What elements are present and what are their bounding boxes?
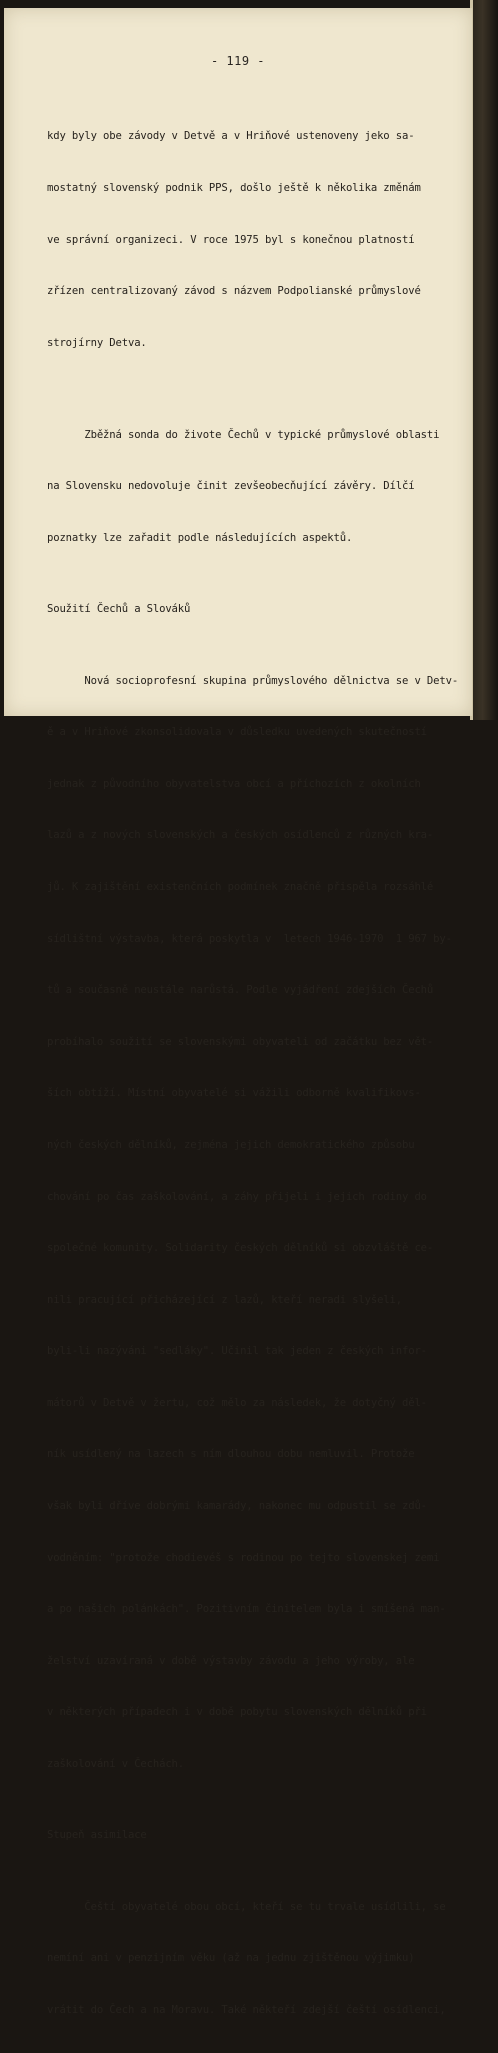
book-edge (472, 0, 498, 720)
page-number: - 119 - (210, 54, 266, 68)
text-line: byli-li nazýváni "sedláky". Učinil tak jeden z českých infor- (47, 1345, 427, 1358)
text-line: kdy byly obe závody v Detvě a v Hriňové ustenoveny jeko sa- (47, 130, 415, 143)
text-line: Čeští obyvatelé obou obcí, kteří se tu trvale usídlili, se (47, 1900, 446, 1913)
text-line: probíhalo soužití se slovenskými obyvateli od začátku bez vět- (47, 1035, 434, 1048)
text-line: poznatky lze zařadit podle následujících aspektů. (47, 531, 353, 544)
text-line: nemíní ani v penzijním věku (až na jednu zjištěnou výjimku) (47, 1952, 415, 1965)
text-line: želství uzavíraná v době výstavby závodu a jeho výroby, ale (47, 1654, 415, 1667)
text-line: však byli dříve dobrými kamarády, nakonec mu odpustil se zdů- (47, 1500, 427, 1513)
section-heading-asimilace: Stupeň asimilace (47, 1828, 147, 1841)
text-line: Zběžná sonda do živote Čechů v typické průmyslové oblasti (47, 428, 440, 441)
text-line: lazů a z nových slovenských a českých osídlenců z různých kra- (47, 829, 434, 842)
text-line: ník usídlený na lazech s ním dlouhou dobu nemluvil. Protože (47, 1448, 415, 1461)
text-line: zřízen centralizovaný závod s názvem Podpolianské průmyslové (47, 285, 421, 298)
text-line: vodněním: "protože chodievéš s rodinou po tejto slovenskej zemi (47, 1551, 440, 1564)
text-line: jednak z původního obyvatelstva obcí a příchozích z okolních (47, 777, 421, 790)
section-heading-souziti: Soužití Čechů a Slováků (47, 602, 191, 615)
text-line: zaškolování v Čechách. (47, 1758, 185, 1771)
document-page (4, 8, 472, 2016)
text-line: ších obtíží. Místní obyvatelé si vážili odborně kvalifikovs- (47, 1087, 421, 1100)
text-line: chování po čas zaškolování, a záhy přijeli i jejich rodiny do (47, 1190, 427, 1203)
text-line: vrátit do Čech a na Moravu. Také někteří zdejší čeští osídlenci, (47, 2003, 446, 2016)
text-line: mostatný slovenský podnik PPS, došlo ještě k několika změnám (47, 182, 421, 194)
text-line: strojírny Detva. (47, 336, 147, 349)
text-line: tů a současně neustále narůstá. Podle vyjádření zdejších Čechů (47, 984, 434, 997)
text-line: ě a v Hriňové zkonsolidovala v důsledku uvedených skutečností (47, 726, 427, 739)
text-line: společné komunity. Solidarity českých dělníků si obzvláště ce- (47, 1242, 434, 1255)
text-line: a po našich polánkách". Pozitivním činitelem byla i smíšená man- (47, 1603, 446, 1616)
text-line: nili pracující přicházející z lazů, kteří neradi slyšeli, (47, 1293, 402, 1306)
text-line: jů. K zajištění existenčních podmínek značně přispěla rozsáhlé (47, 880, 434, 893)
text-line: mátorů v Detvě v žertu, což mělo za následek, že dotyčný děl- (47, 1396, 427, 1409)
text-line: sídlištní výstavba, která poskytla v letech 1946-1970 1 967 by- (47, 932, 452, 945)
body-text (47, 94, 457, 2053)
text-line: ve správní organizeci. V roce 1975 byl s konečnou platností (47, 233, 415, 246)
text-line: ných českých dělníků, zejména jejich demokratického způsobu (47, 1138, 415, 1151)
text-line: Nová socioprofesní skupina průmyslového dělnictva se v Detv- (47, 674, 459, 687)
text-line: na Slovensku nedovoluje činit zevšeobecňující závěry. Dílčí (47, 480, 415, 493)
text-line: v některých případech i v době pobytu slovenských dělníků při (47, 1706, 427, 1719)
